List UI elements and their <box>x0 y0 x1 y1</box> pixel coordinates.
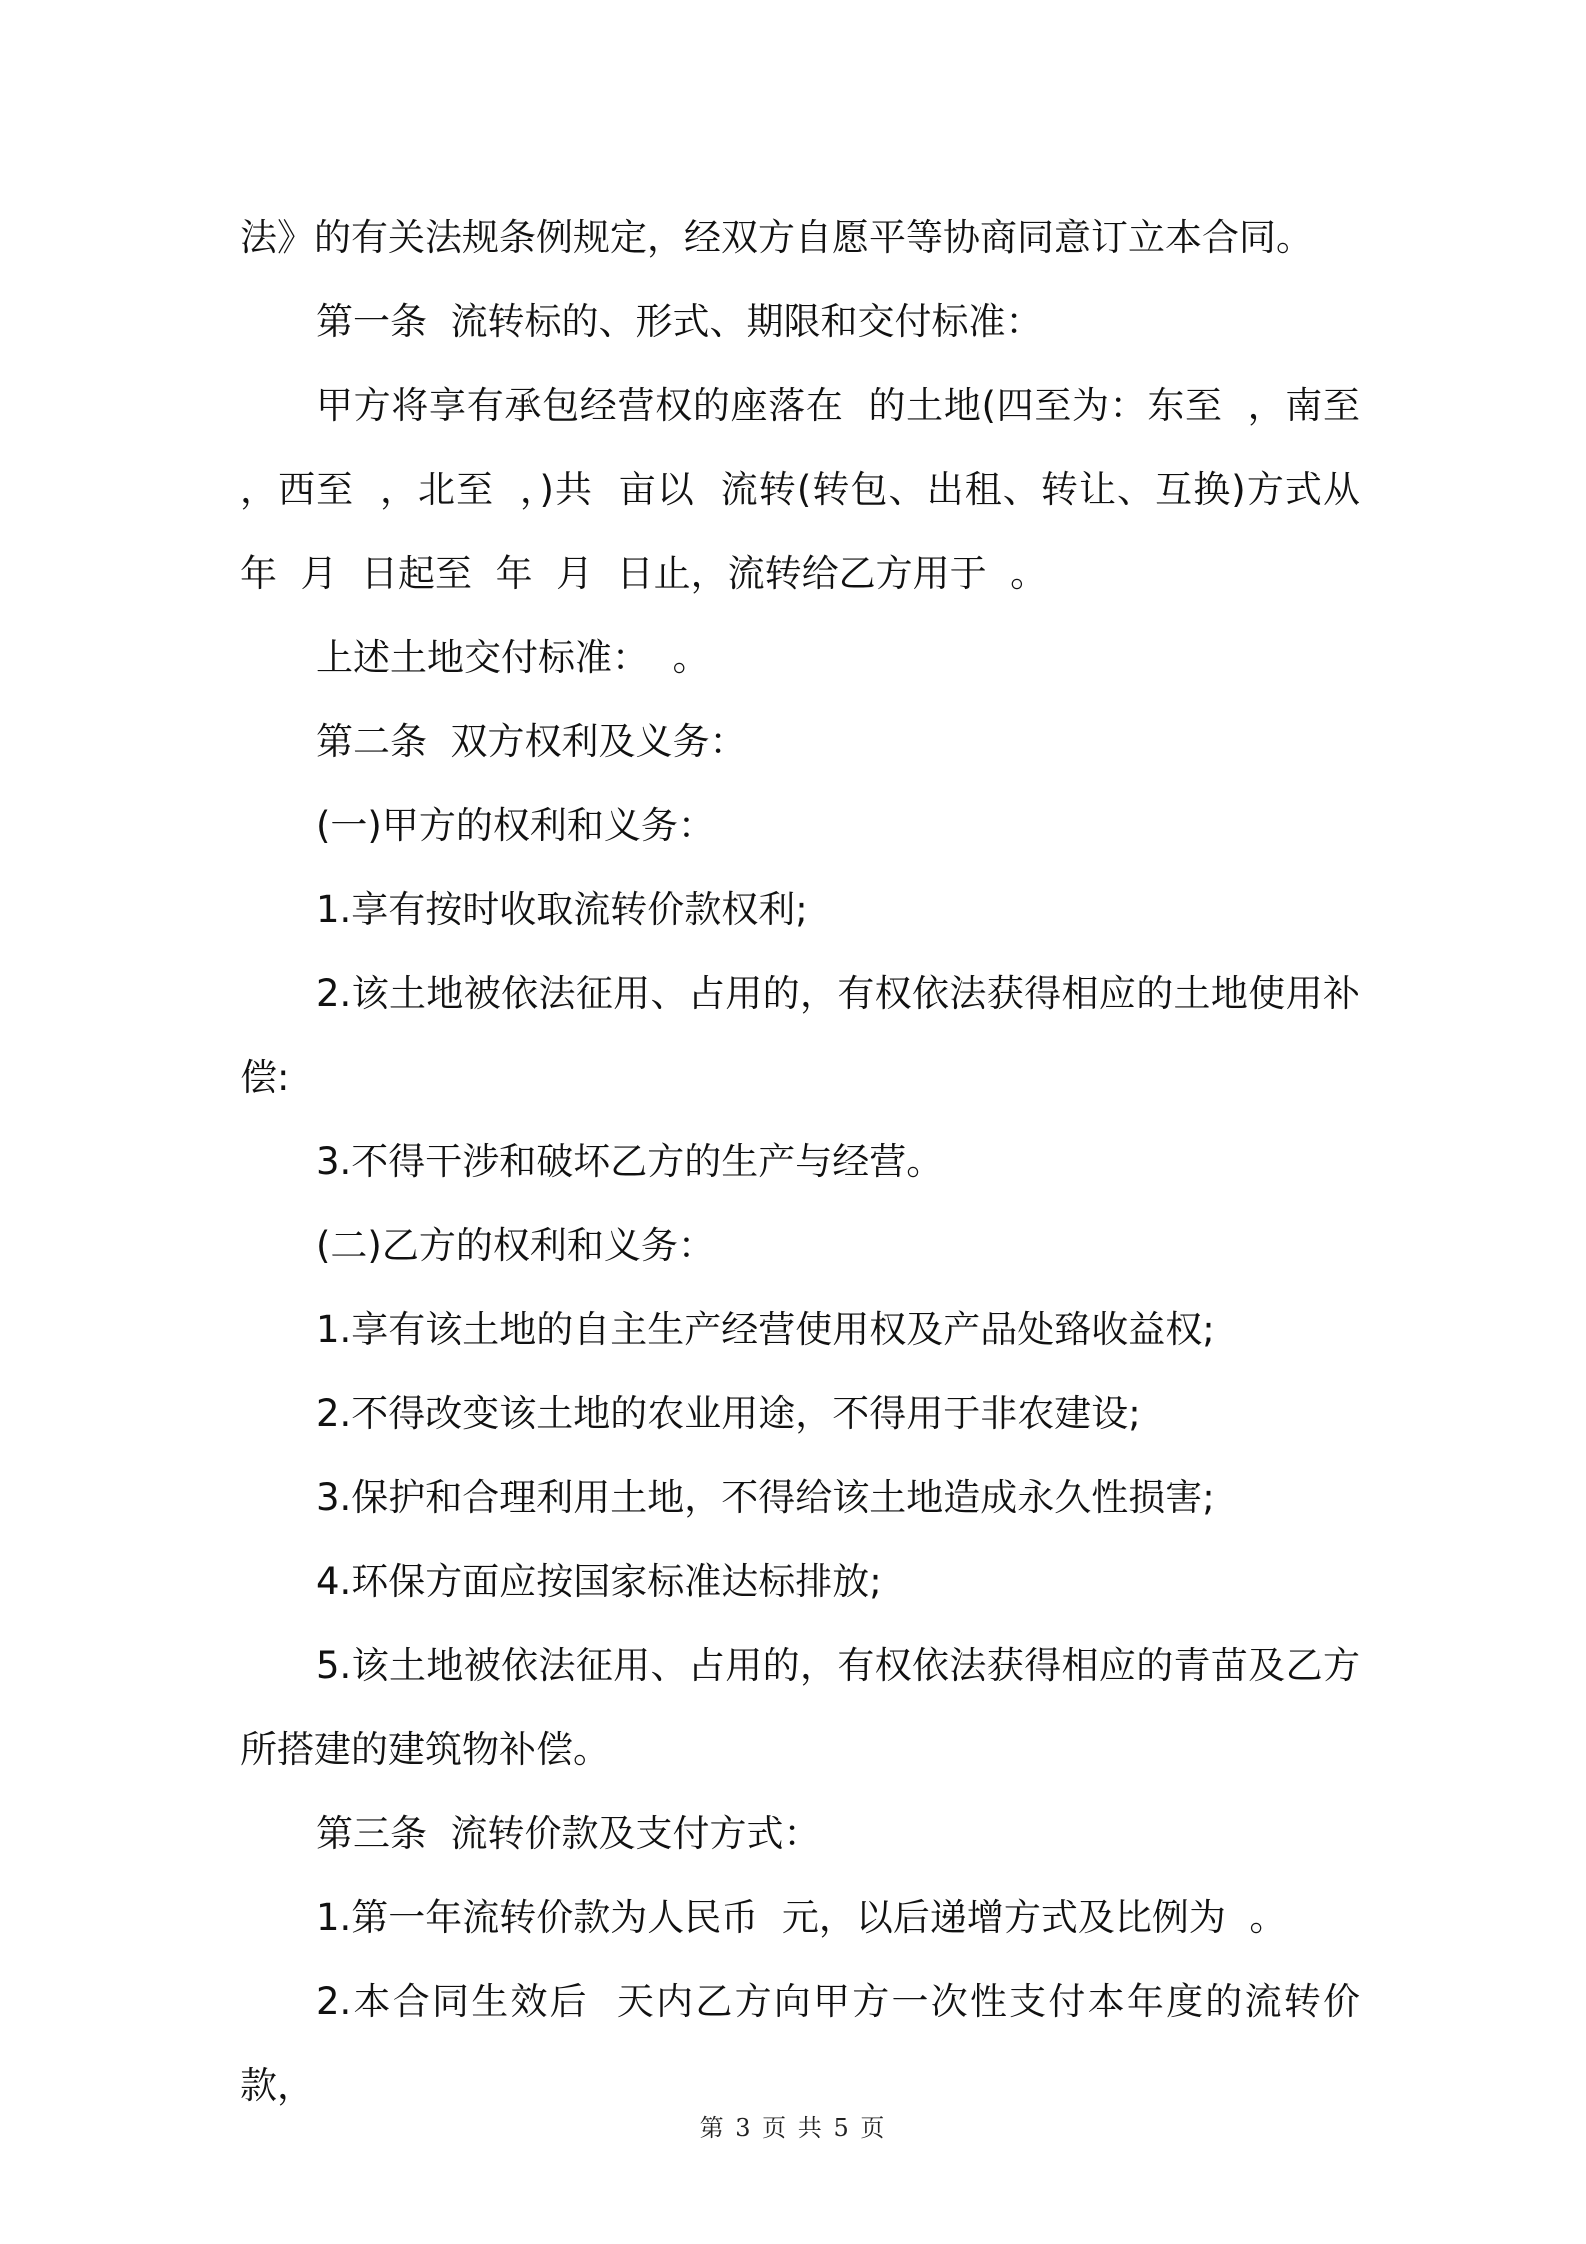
party-a-right-2: 2.该土地被依法征用、占用的，有权依法获得相应的土地使用补偿: <box>240 972 1360 1099</box>
party-b-right-5: 5.该土地被依法征用、占用的，有权依法获得相应的青苗及乙方所搭建的建筑物补偿。 <box>240 1644 1360 1771</box>
contract-body <box>240 196 1384 2128</box>
article-3-heading: 第三条 流转价款及支付方式： <box>316 1812 821 1855</box>
article-1-delivery-standard: 上述土地交付标准： 。 <box>316 636 710 679</box>
party-b-rights-heading: (二)乙方的权利和义务： <box>316 1224 715 1267</box>
paragraph-intro-continuation: 法》的有关法规条例规定，经双方自愿平等协商同意订立本合同。 <box>240 216 1313 259</box>
article-3-item-1: 1.第一年流转价款为人民币 元，以后递增方式及比例为 。 <box>316 1896 1287 1939</box>
party-b-right-1: 1.享有该土地的自主生产经营使用权及产品处臵收益权; <box>316 1308 1215 1351</box>
article-1-land-description: 甲方将享有承包经营权的座落在 的土地(四至为：东至 ，南至 ，西至 ，北至 ，)共 亩以 流转(转包、出租、转让、互换)方式从 年 月 日起至 年 月 日止，流转给乙方用于 。 <box>240 384 1384 595</box>
party-a-right-1: 1.享有按时收取流转价款权利; <box>316 888 808 931</box>
party-b-right-4: 4.环保方面应按国家标准达标排放; <box>316 1560 882 1603</box>
page-number-footer: 第 3 页 共 5 页 <box>699 2114 887 2142</box>
party-b-right-2: 2.不得改变该土地的农业用途，不得用于非农建设; <box>316 1392 1141 1435</box>
article-1-heading: 第一条 流转标的、形式、期限和交付标准： <box>316 300 1043 343</box>
party-a-rights-heading: (一)甲方的权利和义务： <box>316 804 715 847</box>
party-a-right-3: 3.不得干涉和破坏乙方的生产与经营。 <box>316 1140 944 1183</box>
article-2-heading: 第二条 双方权利及义务： <box>316 720 747 763</box>
party-b-right-3: 3.保护和合理利用土地，不得给该土地造成永久性损害; <box>316 1476 1215 1519</box>
article-3-item-2: 2.本合同生效后 天内乙方向甲方一次性支付本年度的流转价款， <box>240 1980 1360 2107</box>
